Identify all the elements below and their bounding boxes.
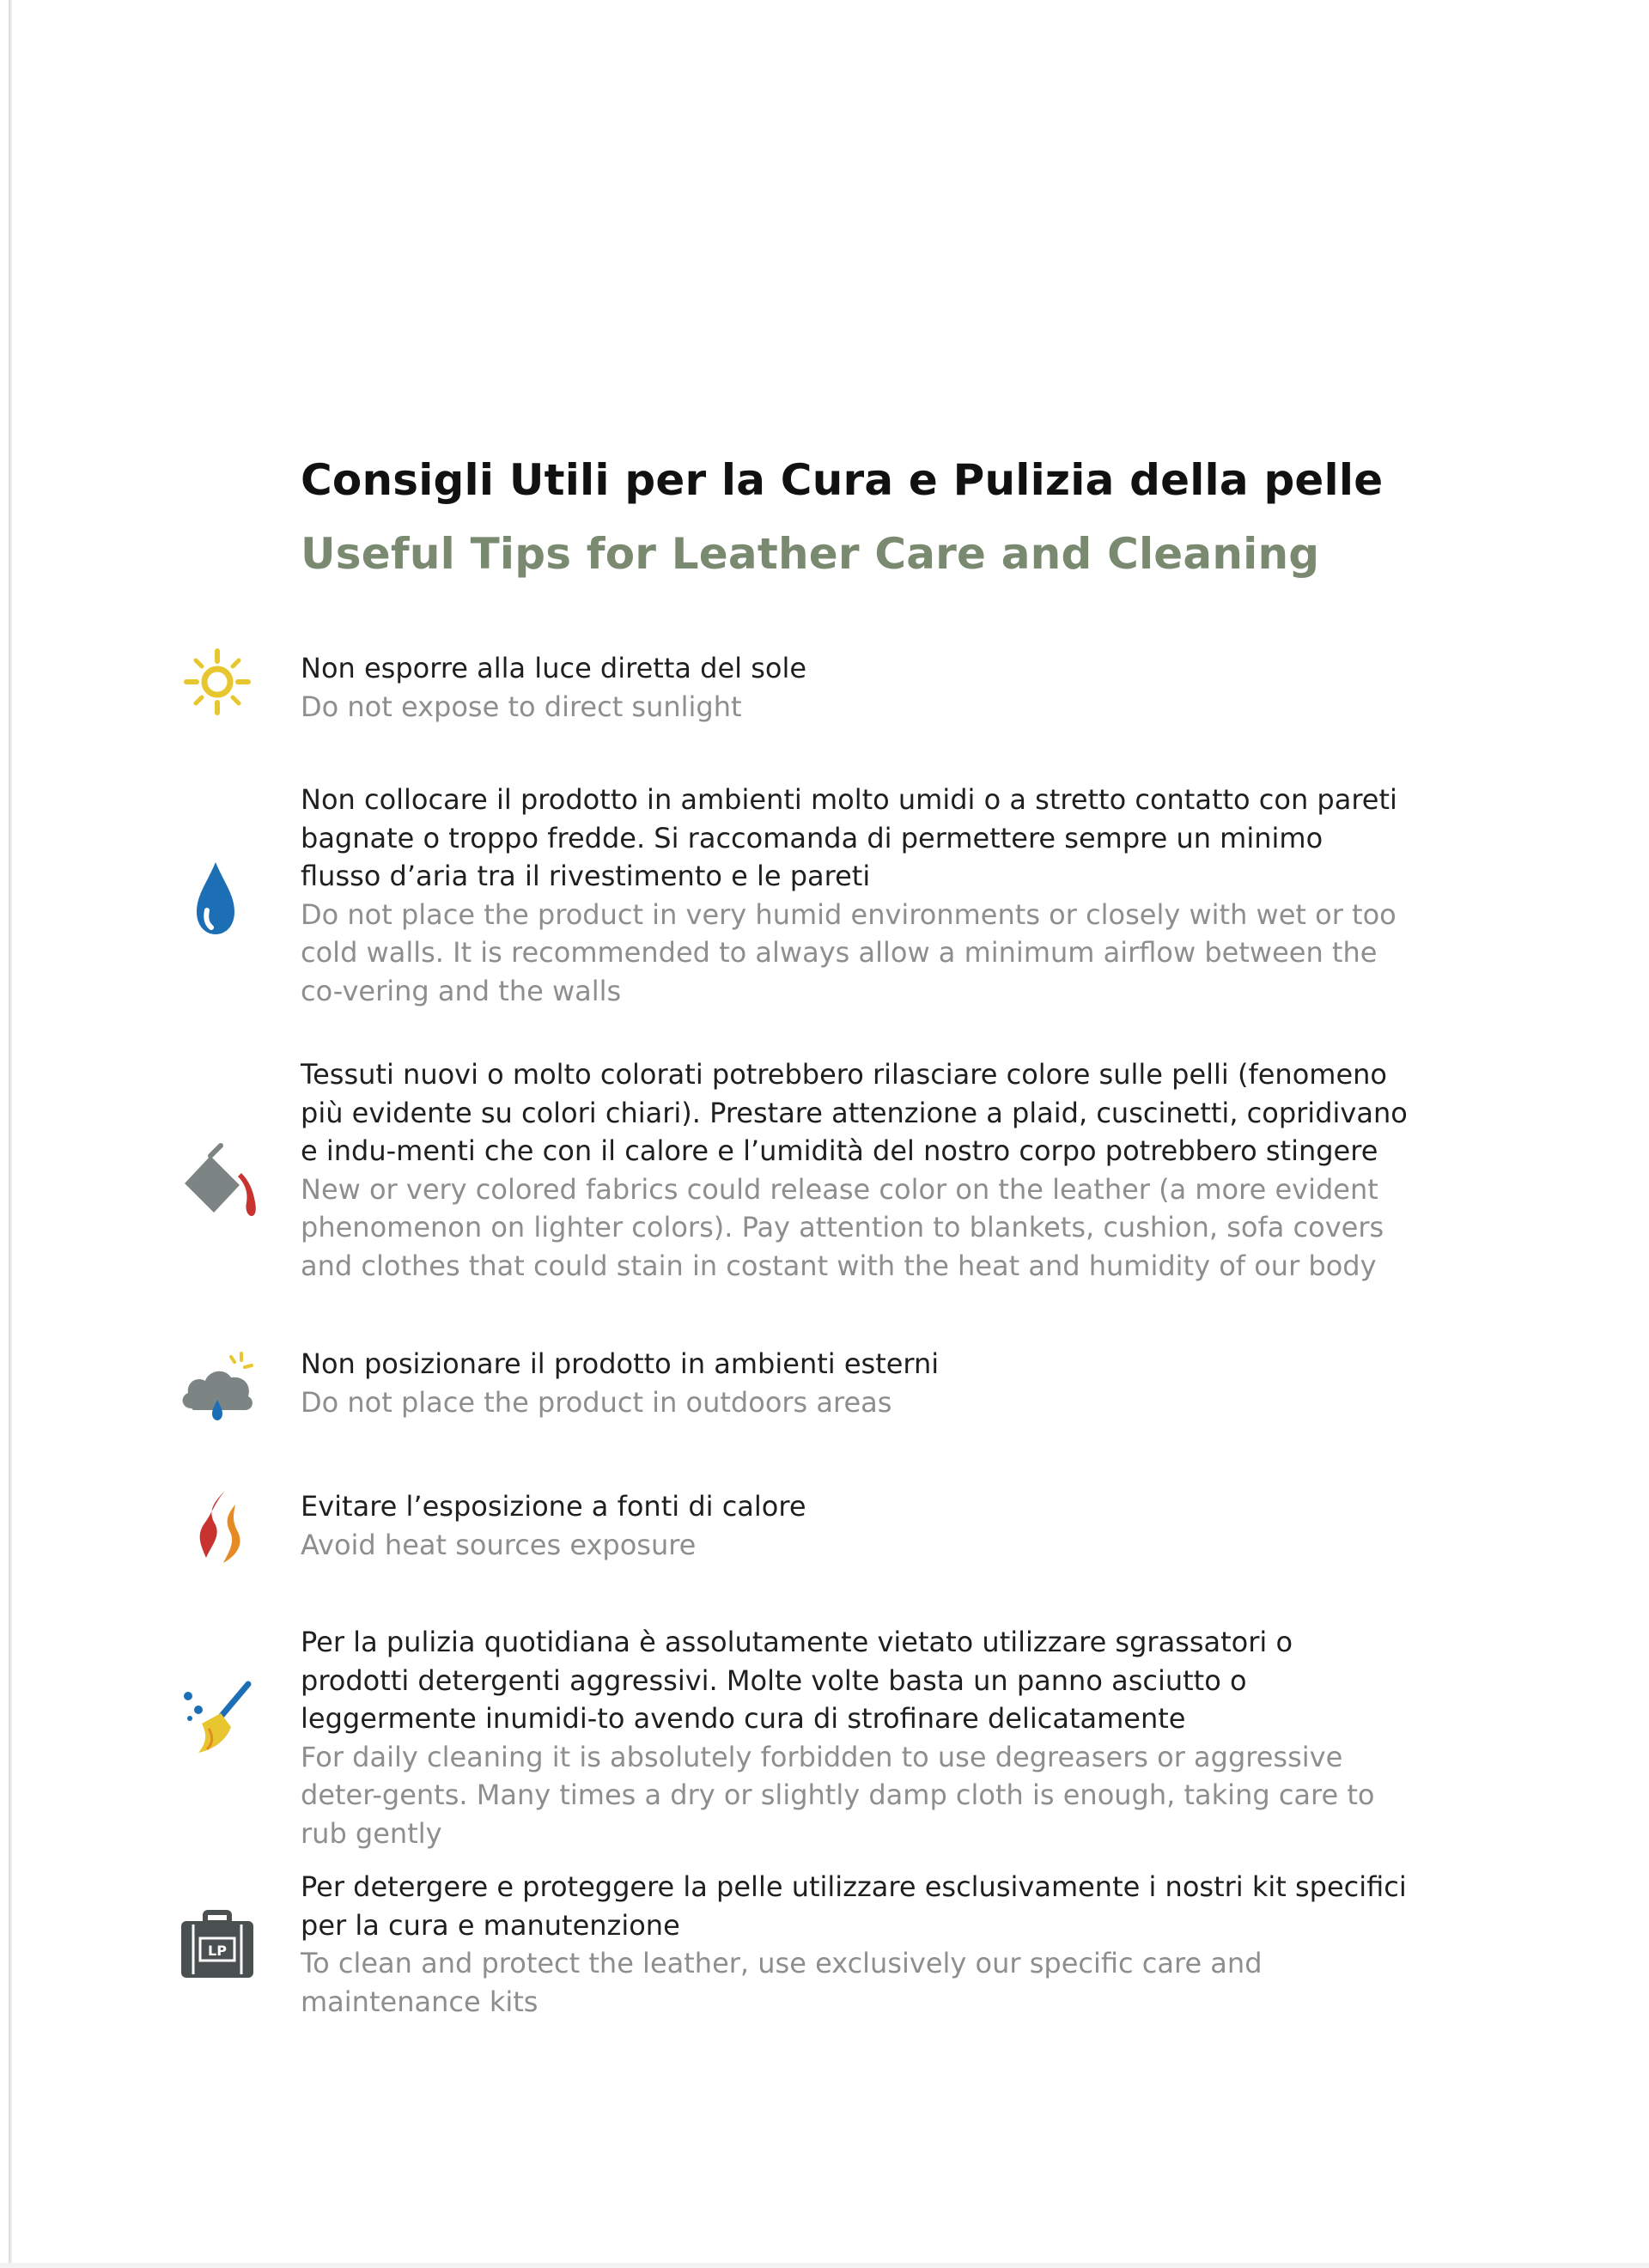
tip-english-text: New or very colored fabrics could release color on the leather (a more evident phenomenon on lighter colors). Pay attention to blankets, cushion, sofa covers and clothes that could stain in costant with the heat and humidity of our body bbox=[301, 1172, 1384, 1282]
tip-italian-text: Per detergere e proteggere la pelle utilizzare esclusivamente i nostri kit specifici per la cura e manutenzione bbox=[301, 1870, 1407, 1942]
page-binding-edge bbox=[9, 0, 12, 2268]
tip-italian-text: Non collocare il prodotto in ambienti molto umidi o a stretto contatto con pareti bagnate o troppo fredde. Si raccomanda di permettere sempre un minimo flusso d’aria tra il rivestimento e le pareti bbox=[301, 783, 1397, 892]
tip-english-text: Do not expose to direct sunlight bbox=[301, 690, 742, 723]
tip-heat bbox=[301, 1487, 1409, 1564]
tip-english-text: Avoid heat sources exposure bbox=[301, 1528, 697, 1561]
tip-english-text: Do not place the product in outdoors areas bbox=[301, 1385, 892, 1419]
tip-daily-cleaning bbox=[301, 1623, 1409, 1852]
tip-fabrics bbox=[301, 1055, 1409, 1285]
tip-english-text: For daily cleaning it is absolutely forbidden to use degreasers or aggressive deter-gents. Many times a dry or slightly damp cloth is enough, taking care to rub gently bbox=[301, 1740, 1375, 1850]
page-subtitle: Useful Tips for Leather Care and Cleaning bbox=[301, 528, 1320, 579]
weather-cloud-icon bbox=[176, 1347, 259, 1429]
tip-care-kit bbox=[301, 1868, 1409, 2021]
tip-italian-text: Non posizionare il prodotto in ambienti esterni bbox=[301, 1347, 940, 1380]
tip-italian-text: Non esporre alla luce diretta del sole bbox=[301, 652, 807, 684]
heat-flame-icon bbox=[180, 1486, 263, 1568]
page-bottom-edge bbox=[0, 2263, 1649, 2268]
tip-italian-text: Tessuti nuovi o molto colorati potrebbero rilasciare colore sulle pelli (fenomeno più evidente su colori chiari). Prestare attenzione a plaid, cuscinetti, copridivano e indu-menti che con il calore e l’umidità del nostro corpo potrebbero stingere bbox=[301, 1058, 1408, 1167]
tip-italian-text: Per la pulizia quotidiana è assolutamente vietato utilizzare sgrassatori o prodotti detergenti aggressivi. Molte volte basta un panno asciutto o leggermente inumidi-to avendo cura di strofinare delicatamente bbox=[301, 1626, 1293, 1735]
tip-sunlight bbox=[301, 649, 1409, 726]
tip-english-text: Do not place the product in very humid environments or closely with wet or too cold walls. It is recommended to always allow a minimum airflow between the co-vering and the walls bbox=[301, 897, 1396, 1007]
page-title: Consigli Utili per la Cura e Pulizia della pelle bbox=[301, 454, 1384, 505]
tip-italian-text: Evitare l’esposizione a fonti di calore bbox=[301, 1490, 806, 1523]
paint-bucket-icon bbox=[176, 1137, 259, 1219]
tip-humidity bbox=[301, 781, 1409, 1010]
cleaning-brush-icon bbox=[176, 1679, 259, 1761]
water-drop-icon bbox=[174, 859, 257, 941]
care-kit-case-icon bbox=[176, 1904, 259, 1986]
care-kit-label: LP bbox=[208, 1943, 227, 1959]
sun-icon bbox=[176, 641, 259, 723]
tip-english-text: To clean and protect the leather, use exclusively our specific care and maintenance kits bbox=[301, 1947, 1263, 2018]
tip-outdoors bbox=[301, 1345, 1409, 1421]
